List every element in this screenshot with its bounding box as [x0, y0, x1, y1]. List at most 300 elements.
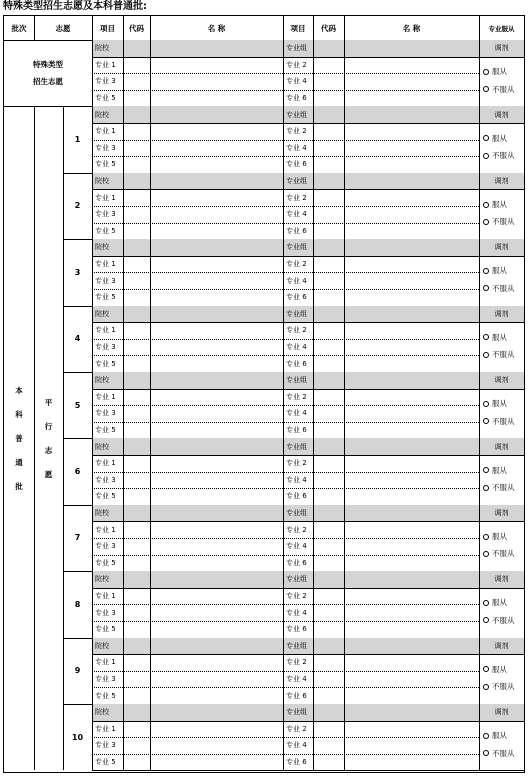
- group-3-obey-radio[interactable]: [483, 265, 523, 277]
- table-rule: [283, 372, 284, 438]
- group-2-name-field-3[interactable]: [150, 223, 283, 240]
- group-3-code-field-2[interactable]: [123, 272, 150, 289]
- table-rule: [479, 239, 480, 305]
- choice-label-char: 愿: [44, 469, 53, 479]
- header-batch: 批次: [11, 23, 27, 33]
- radio-circle-icon[interactable]: [483, 268, 489, 274]
- table-rule: [92, 505, 93, 571]
- group-1-adjust-label: 调剂: [479, 106, 524, 123]
- group-9-code-field-2-0[interactable]: [313, 638, 344, 655]
- group-9-right-item-0: 专业组: [283, 638, 313, 655]
- group-3-name-field-2-0[interactable]: [344, 239, 479, 256]
- group-8-name-field-2[interactable]: [150, 604, 283, 621]
- group-1-name-field-3[interactable]: [150, 156, 283, 173]
- table-rule: [150, 704, 151, 770]
- group-5-name-field-3[interactable]: [150, 422, 283, 439]
- radio-circle-icon[interactable]: [483, 534, 489, 540]
- obey-label: 服从: [492, 133, 507, 143]
- special-code-field-2-2[interactable]: [313, 73, 344, 90]
- group-5-code-field-2-3[interactable]: [313, 422, 344, 439]
- group-7-name-field-2-0[interactable]: [344, 505, 479, 522]
- group-10-name-field-2-2[interactable]: [344, 737, 479, 754]
- radio-circle-icon[interactable]: [483, 551, 489, 557]
- group-10-name-field-3[interactable]: [150, 754, 283, 771]
- group-4-code-field-2-0[interactable]: [313, 306, 344, 323]
- group-7-code-field-2-2[interactable]: [313, 538, 344, 555]
- group-5-code-field-2-2[interactable]: [313, 405, 344, 422]
- group-8-name-field-2-3[interactable]: [344, 621, 479, 638]
- radio-circle-icon[interactable]: [483, 135, 489, 141]
- group-5-name-field-1[interactable]: [150, 389, 283, 406]
- group-9-code-field-2-1[interactable]: [313, 654, 344, 671]
- group-5-name-field-2-1[interactable]: [344, 389, 479, 406]
- table-rule: [123, 106, 124, 172]
- group-7-code-field-2-0[interactable]: [313, 505, 344, 522]
- special-name-field-2-3[interactable]: [344, 90, 479, 107]
- group-6-name-field-2[interactable]: [150, 472, 283, 489]
- group-9-name-field-2-2[interactable]: [344, 671, 479, 688]
- group-1-name-field-2-0[interactable]: [344, 106, 479, 123]
- choice-label-char: 平: [44, 397, 53, 407]
- group-2-code-field-1[interactable]: [123, 189, 150, 206]
- group-10-code-field-2-3[interactable]: [313, 754, 344, 771]
- group-8-name-field-2-0[interactable]: [344, 571, 479, 588]
- group-9-adjust-label: 调剂: [479, 638, 524, 655]
- group-9-name-field-2[interactable]: [150, 671, 283, 688]
- group-7-obey-radio[interactable]: [483, 531, 523, 543]
- group-2-code-field-0[interactable]: [123, 173, 150, 190]
- group-7-name-field-1[interactable]: [150, 521, 283, 538]
- special-right-item-2: 专业 4: [286, 77, 307, 86]
- table-rule: [479, 306, 480, 372]
- table-rule: [344, 306, 345, 372]
- group-1-right-item-1: 专业 2: [286, 127, 307, 136]
- group-10-obey-radio[interactable]: [483, 730, 523, 742]
- group-3-code-field-1[interactable]: [123, 256, 150, 273]
- group-6-name-field-3[interactable]: [150, 488, 283, 505]
- group-5-name-field-2[interactable]: [150, 405, 283, 422]
- radio-circle-icon[interactable]: [483, 467, 489, 473]
- group-7-name-field-2-1[interactable]: [344, 521, 479, 538]
- group-2-name-field-1[interactable]: [150, 189, 283, 206]
- table-rule: [63, 106, 92, 107]
- group-7-code-field-3[interactable]: [123, 555, 150, 572]
- group-2-code-field-2-3[interactable]: [313, 223, 344, 240]
- special-name-field-2[interactable]: [150, 73, 283, 90]
- group-10-name-field-1[interactable]: [150, 721, 283, 738]
- table-rule: [344, 106, 345, 172]
- group-1-code-field-1[interactable]: [123, 123, 150, 140]
- group-8-not-obey-radio[interactable]: [483, 614, 523, 626]
- group-4-name-field-2-1[interactable]: [344, 322, 479, 339]
- group-6-code-field-2-3[interactable]: [313, 488, 344, 505]
- group-6-code-field-2-1[interactable]: [313, 455, 344, 472]
- group-3-not-obey-radio[interactable]: [483, 282, 523, 294]
- group-9-name-field-3[interactable]: [150, 687, 283, 704]
- group-1-right-item-0: 专业组: [283, 106, 313, 123]
- group-number: 7: [74, 533, 81, 543]
- group-5-code-field-2[interactable]: [123, 405, 150, 422]
- radio-circle-icon[interactable]: [483, 352, 489, 358]
- group-9-left-item-3: 专业 5: [95, 691, 116, 700]
- group-9-name-field-2-0[interactable]: [344, 638, 479, 655]
- group-5-name-field-2-3[interactable]: [344, 422, 479, 439]
- group-7-right-item-3: 专业 6: [286, 558, 307, 567]
- group-9-name-field-2-3[interactable]: [344, 687, 479, 704]
- group-3-name-field-2-1[interactable]: [344, 256, 479, 273]
- group-3-name-field-3[interactable]: [150, 289, 283, 306]
- group-4-name-field-2-3[interactable]: [344, 355, 479, 372]
- group-8-code-field-2[interactable]: [123, 604, 150, 621]
- special-name-field-2-0[interactable]: [344, 40, 479, 57]
- group-8-adjust-label: 调剂: [479, 571, 524, 588]
- group-10-code-field-2-1[interactable]: [313, 721, 344, 738]
- group-3-name-field-2-2[interactable]: [344, 272, 479, 289]
- group-2-name-field-2-3[interactable]: [344, 223, 479, 240]
- group-10-name-field-2-3[interactable]: [344, 754, 479, 771]
- header-code: 代码: [129, 23, 144, 33]
- header-item: 项目: [100, 23, 115, 33]
- group-3-right-item-2: 专业 4: [286, 276, 307, 285]
- special-code-field-2[interactable]: [123, 73, 150, 90]
- group-8-code-field-2-3[interactable]: [313, 621, 344, 638]
- table-rule: [150, 571, 151, 637]
- group-9-code-field-2-3[interactable]: [313, 687, 344, 704]
- group-1-name-field-2-2[interactable]: [344, 140, 479, 157]
- group-8-right-item-2: 专业 4: [286, 608, 307, 617]
- special-name-field-0[interactable]: [150, 40, 283, 57]
- group-5-code-field-2-1[interactable]: [313, 389, 344, 406]
- radio-circle-icon[interactable]: [483, 153, 489, 159]
- group-8-code-field-2-1[interactable]: [313, 588, 344, 605]
- group-8-left-item-1: 专业 1: [95, 592, 116, 601]
- group-3-left-item-0: 院校: [92, 239, 123, 256]
- group-8-code-field-2-2[interactable]: [313, 604, 344, 621]
- radio-circle-icon[interactable]: [483, 334, 489, 340]
- group-1-name-field-2-3[interactable]: [344, 156, 479, 173]
- table-rule: [92, 256, 524, 257]
- table-rule: [283, 306, 284, 372]
- radio-circle-icon[interactable]: [483, 219, 489, 225]
- obey-label: 服从: [492, 266, 507, 276]
- group-4-code-field-1[interactable]: [123, 322, 150, 339]
- special-name-field-2-1[interactable]: [344, 57, 479, 74]
- group-5-left-item-0: 院校: [92, 372, 123, 389]
- radio-circle-icon[interactable]: [483, 733, 489, 739]
- group-4-code-field-2-3[interactable]: [313, 355, 344, 372]
- group-4-name-field-2-2[interactable]: [344, 339, 479, 356]
- group-9-not-obey-radio[interactable]: [483, 681, 523, 693]
- group-1-name-field-1[interactable]: [150, 123, 283, 140]
- special-code-field-2-0[interactable]: [313, 40, 344, 57]
- group-1-name-field-0[interactable]: [150, 106, 283, 123]
- group-2-name-field-2-1[interactable]: [344, 189, 479, 206]
- group-4-adjust-label: 调剂: [479, 306, 524, 323]
- group-6-code-field-2-0[interactable]: [313, 438, 344, 455]
- group-4-name-field-3[interactable]: [150, 355, 283, 372]
- group-5-obey-radio[interactable]: [483, 398, 523, 410]
- radio-circle-icon[interactable]: [483, 285, 489, 291]
- group-2-not-obey-radio[interactable]: [483, 216, 523, 228]
- group-10-code-field-2-2[interactable]: [313, 737, 344, 754]
- special-not-obey-radio[interactable]: [483, 83, 523, 95]
- group-6-name-field-2-0[interactable]: [344, 438, 479, 455]
- group-7-name-field-2[interactable]: [150, 538, 283, 555]
- group-6-code-field-3[interactable]: [123, 488, 150, 505]
- table-rule: [479, 106, 480, 172]
- group-5-code-field-3[interactable]: [123, 422, 150, 439]
- group-5-name-field-2-2[interactable]: [344, 405, 479, 422]
- group-10-code-field-3[interactable]: [123, 754, 150, 771]
- group-6-code-field-2-2[interactable]: [313, 472, 344, 489]
- group-6-right-item-2: 专业 4: [286, 475, 307, 484]
- group-9-name-field-1[interactable]: [150, 654, 283, 671]
- group-4-name-field-2-0[interactable]: [344, 306, 479, 323]
- group-2-name-field-2-2[interactable]: [344, 206, 479, 223]
- group-2-adjust-label: 调剂: [479, 173, 524, 190]
- group-4-name-field-1[interactable]: [150, 322, 283, 339]
- group-3-code-field-2-2[interactable]: [313, 272, 344, 289]
- group-2-code-field-2-2[interactable]: [313, 206, 344, 223]
- group-9-obey-radio[interactable]: [483, 663, 523, 675]
- table-rule: [63, 438, 92, 439]
- group-7-code-field-2-3[interactable]: [313, 555, 344, 572]
- group-3-code-field-3[interactable]: [123, 289, 150, 306]
- group-6-name-field-2-3[interactable]: [344, 488, 479, 505]
- group-1-code-field-2-3[interactable]: [313, 156, 344, 173]
- header-choice: 志愿: [55, 23, 71, 33]
- group-10-right-item-3: 专业 6: [286, 758, 307, 767]
- group-9-name-field-0[interactable]: [150, 638, 283, 655]
- group-3-code-field-2-3[interactable]: [313, 289, 344, 306]
- group-6-name-field-2-1[interactable]: [344, 455, 479, 472]
- group-5-code-field-2-0[interactable]: [313, 372, 344, 389]
- group-5-code-field-1[interactable]: [123, 389, 150, 406]
- group-7-name-field-3[interactable]: [150, 555, 283, 572]
- table-rule: [313, 106, 314, 172]
- table-rule: [92, 455, 524, 456]
- group-9-name-field-2-1[interactable]: [344, 654, 479, 671]
- group-4-name-field-0[interactable]: [150, 306, 283, 323]
- group-4-code-field-2-1[interactable]: [313, 322, 344, 339]
- radio-circle-icon[interactable]: [483, 684, 489, 690]
- group-5-code-field-0[interactable]: [123, 372, 150, 389]
- group-8-name-field-2-2[interactable]: [344, 604, 479, 621]
- table-rule: [283, 571, 284, 637]
- special-code-field-2-3[interactable]: [313, 90, 344, 107]
- group-8-code-field-1[interactable]: [123, 588, 150, 605]
- group-5-name-field-0[interactable]: [150, 372, 283, 389]
- group-3-code-field-2-1[interactable]: [313, 256, 344, 273]
- group-7-name-field-2-3[interactable]: [344, 555, 479, 572]
- group-3-name-field-1[interactable]: [150, 256, 283, 273]
- table-rule: [344, 704, 345, 770]
- special-name-field-3[interactable]: [150, 90, 283, 107]
- group-8-name-field-2-1[interactable]: [344, 588, 479, 605]
- group-6-code-field-1[interactable]: [123, 455, 150, 472]
- group-8-name-field-3[interactable]: [150, 621, 283, 638]
- group-6-code-field-2[interactable]: [123, 472, 150, 489]
- group-6-code-field-0[interactable]: [123, 438, 150, 455]
- table-rule: [63, 571, 92, 572]
- table-rule: [92, 654, 524, 655]
- radio-circle-icon[interactable]: [483, 418, 489, 424]
- radio-circle-icon[interactable]: [483, 69, 489, 75]
- special-obey-radio[interactable]: [483, 66, 523, 78]
- group-6-left-item-3: 专业 5: [95, 492, 116, 501]
- group-9-code-field-3[interactable]: [123, 687, 150, 704]
- group-1-code-field-2-2[interactable]: [313, 140, 344, 157]
- group-1-code-field-2-1[interactable]: [313, 123, 344, 140]
- group-4-left-item-1: 专业 1: [95, 326, 116, 335]
- group-4-code-field-3[interactable]: [123, 355, 150, 372]
- batch-label-char: 通: [15, 457, 23, 467]
- group-4-code-field-2[interactable]: [123, 339, 150, 356]
- group-2-code-field-2-1[interactable]: [313, 189, 344, 206]
- table-rule: [344, 16, 345, 40]
- group-10-code-field-1[interactable]: [123, 721, 150, 738]
- group-7-code-field-1[interactable]: [123, 521, 150, 538]
- header-name-2: 名 称: [402, 23, 421, 33]
- special-code-field-1[interactable]: [123, 57, 150, 74]
- group-9-code-field-1[interactable]: [123, 654, 150, 671]
- radio-circle-icon[interactable]: [483, 750, 489, 756]
- table-rule: [283, 173, 284, 239]
- obey-label: 服从: [492, 200, 507, 210]
- group-4-code-field-2-2[interactable]: [313, 339, 344, 356]
- group-1-code-field-2[interactable]: [123, 140, 150, 157]
- group-3-code-field-2-0[interactable]: [313, 239, 344, 256]
- group-5-right-item-2: 专业 4: [286, 409, 307, 418]
- table-rule: [34, 16, 35, 40]
- group-6-name-field-1[interactable]: [150, 455, 283, 472]
- not-obey-label: 不服从: [492, 748, 515, 758]
- group-1-name-field-2-1[interactable]: [344, 123, 479, 140]
- group-7-name-field-2-2[interactable]: [344, 538, 479, 555]
- group-2-name-field-2-0[interactable]: [344, 173, 479, 190]
- not-obey-label: 不服从: [492, 682, 515, 692]
- group-1-left-item-1: 专业 1: [95, 127, 116, 136]
- special-name-field-1[interactable]: [150, 57, 283, 74]
- group-6-right-item-0: 专业组: [283, 438, 313, 455]
- group-number: 8: [74, 599, 81, 609]
- table-rule: [150, 638, 151, 704]
- obey-label: 服从: [492, 664, 507, 674]
- group-3-name-field-2-3[interactable]: [344, 289, 479, 306]
- group-7-name-field-0[interactable]: [150, 505, 283, 522]
- group-8-name-field-0[interactable]: [150, 571, 283, 588]
- group-2-obey-radio[interactable]: [483, 199, 523, 211]
- group-10-name-field-2-0[interactable]: [344, 704, 479, 721]
- group-4-name-field-2[interactable]: [150, 339, 283, 356]
- radio-circle-icon[interactable]: [483, 202, 489, 208]
- radio-circle-icon[interactable]: [483, 401, 489, 407]
- group-5-name-field-2-0[interactable]: [344, 372, 479, 389]
- radio-circle-icon[interactable]: [483, 666, 489, 672]
- group-10-right-item-1: 专业 2: [286, 724, 307, 733]
- group-3-code-field-0[interactable]: [123, 239, 150, 256]
- group-10-code-field-2-0[interactable]: [313, 704, 344, 721]
- group-1-obey-radio[interactable]: [483, 132, 523, 144]
- group-8-code-field-3[interactable]: [123, 621, 150, 638]
- group-2-right-item-0: 专业组: [283, 173, 313, 190]
- group-8-obey-radio[interactable]: [483, 597, 523, 609]
- group-8-name-field-1[interactable]: [150, 588, 283, 605]
- group-9-code-field-0[interactable]: [123, 638, 150, 655]
- group-2-code-field-3[interactable]: [123, 223, 150, 240]
- radio-circle-icon[interactable]: [483, 617, 489, 623]
- group-7-code-field-0[interactable]: [123, 505, 150, 522]
- special-name-field-2-2[interactable]: [344, 73, 479, 90]
- group-6-obey-radio[interactable]: [483, 464, 523, 476]
- obey-label: 服从: [492, 598, 507, 608]
- group-1-not-obey-radio[interactable]: [483, 150, 523, 162]
- group-5-not-obey-radio[interactable]: [483, 415, 523, 427]
- group-8-code-field-2-0[interactable]: [313, 571, 344, 588]
- table-rule: [63, 505, 92, 506]
- batch-label-char: 本: [15, 385, 23, 395]
- group-2-code-field-2[interactable]: [123, 206, 150, 223]
- group-10-code-field-2[interactable]: [123, 737, 150, 754]
- group-3-name-field-0[interactable]: [150, 239, 283, 256]
- group-number: 2: [74, 201, 81, 211]
- group-6-name-field-2-2[interactable]: [344, 472, 479, 489]
- group-7-code-field-2[interactable]: [123, 538, 150, 555]
- group-3-right-item-0: 专业组: [283, 239, 313, 256]
- radio-circle-icon[interactable]: [483, 600, 489, 606]
- table-rule: [123, 438, 124, 504]
- group-7-right-item-2: 专业 4: [286, 542, 307, 551]
- group-7-not-obey-radio[interactable]: [483, 548, 523, 560]
- group-4-not-obey-radio[interactable]: [483, 349, 523, 361]
- group-8-left-item-3: 专业 5: [95, 625, 116, 634]
- group-3-name-field-2[interactable]: [150, 272, 283, 289]
- group-8-code-field-0[interactable]: [123, 571, 150, 588]
- group-7-code-field-2-1[interactable]: [313, 521, 344, 538]
- parallel-choice-label: [34, 106, 63, 770]
- radio-circle-icon[interactable]: [483, 86, 489, 92]
- group-9-code-field-2[interactable]: [123, 671, 150, 688]
- group-9-code-field-2-2[interactable]: [313, 671, 344, 688]
- group-10-name-field-2[interactable]: [150, 737, 283, 754]
- special-code-field-3[interactable]: [123, 90, 150, 107]
- group-6-name-field-0[interactable]: [150, 438, 283, 455]
- special-code-field-0[interactable]: [123, 40, 150, 57]
- table-rule: [283, 505, 284, 571]
- group-6-not-obey-radio[interactable]: [483, 482, 523, 494]
- group-2-name-field-2[interactable]: [150, 206, 283, 223]
- group-10-code-field-0[interactable]: [123, 704, 150, 721]
- group-1-code-field-0[interactable]: [123, 106, 150, 123]
- group-1-name-field-2[interactable]: [150, 140, 283, 157]
- batch-label-char: 科: [15, 409, 23, 419]
- group-2-name-field-0[interactable]: [150, 173, 283, 190]
- choice-label-char: 行: [44, 421, 53, 431]
- group-2-code-field-2-0[interactable]: [313, 173, 344, 190]
- obey-label: 服从: [492, 731, 507, 741]
- group-10-name-field-2-1[interactable]: [344, 721, 479, 738]
- group-4-code-field-0[interactable]: [123, 306, 150, 323]
- group-4-obey-radio[interactable]: [483, 331, 523, 343]
- special-code-field-2-1[interactable]: [313, 57, 344, 74]
- group-10-name-field-0[interactable]: [150, 704, 283, 721]
- special-right-item-0: 专业组: [283, 40, 313, 57]
- radio-circle-icon[interactable]: [483, 485, 489, 491]
- group-1-code-field-2-0[interactable]: [313, 106, 344, 123]
- group-1-code-field-3[interactable]: [123, 156, 150, 173]
- group-7-right-item-0: 专业组: [283, 505, 313, 522]
- group-10-not-obey-radio[interactable]: [483, 747, 523, 759]
